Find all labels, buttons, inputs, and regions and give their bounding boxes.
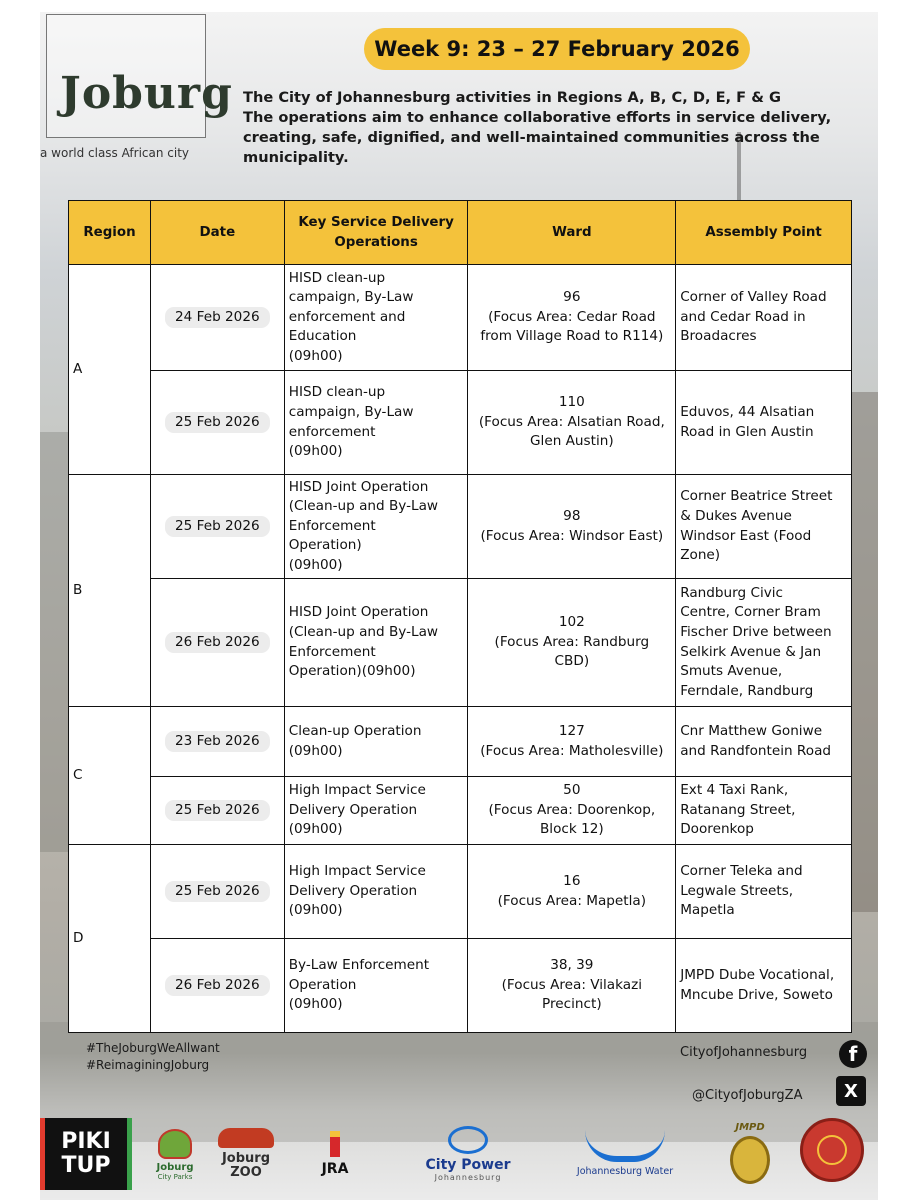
table-row: [69, 265, 852, 371]
assembly-cell: Cnr Matthew Goniwe and Randfontein Road: [676, 707, 852, 777]
pikitup-logo: [40, 1118, 132, 1190]
intro-line: The operations aim to enhance collaborative efforts in service delivery,: [243, 109, 832, 126]
ward-cell: 102 (Focus Area: Randburg CBD): [468, 579, 676, 707]
table-row: [69, 939, 852, 1033]
johannesburg-water-text: Johannesburg Water: [576, 1165, 674, 1177]
header-date: Date: [150, 201, 284, 265]
date-badge: 25 Feb 2026: [165, 881, 270, 903]
ward-cell: 96 (Focus Area: Cedar Road from Village Road to R114): [468, 265, 676, 371]
operation-cell: High Impact Service Delivery Operation (09h00): [284, 845, 468, 939]
assembly-cell: Corner Beatrice Street & Dukes Avenue Windsor East (Food Zone): [676, 475, 852, 579]
assembly-cell: JMPD Dube Vocational, Mncube Drive, Soweto: [676, 939, 852, 1033]
intro-line: creating, safe, dignified, and well-maintained communities across the: [243, 129, 820, 146]
city-parks-logo: [150, 1122, 200, 1188]
table-row: [69, 579, 852, 707]
date-badge: 25 Feb 2026: [165, 800, 270, 822]
x-handle[interactable]: @CityofJoburgZA: [692, 1088, 803, 1103]
hashtags: [86, 1040, 220, 1074]
date-cell: [150, 707, 284, 777]
week-banner: Week 9: 23 – 27 February 2026: [364, 28, 750, 70]
assembly-cell: Ext 4 Taxi Rank, Ratanang Street, Doorenkop: [676, 777, 852, 845]
logo-tagline: a world class African city: [40, 146, 190, 160]
assembly-cell: Eduvos, 44 Alsatian Road in Glen Austin: [676, 371, 852, 475]
region-cell: B: [69, 475, 151, 707]
operation-cell: HISD Joint Operation (Clean-up and By-Law Enforcement Operation)(09h00): [284, 579, 468, 707]
jra-logo: [306, 1124, 364, 1184]
zoo-animal-icon: [218, 1128, 274, 1148]
jmpd-text: JMPD: [735, 1122, 765, 1133]
date-badge: 25 Feb 2026: [165, 412, 270, 434]
x-icon[interactable]: X: [836, 1076, 866, 1106]
jmpd-badge-icon: [730, 1136, 770, 1184]
header-assembly-point: Assembly Point: [676, 201, 852, 265]
jra-mark-icon: [330, 1131, 340, 1157]
assembly-cell: Corner of Valley Road and Cedar Road in Broadacres: [676, 265, 852, 371]
table-row: [69, 475, 852, 579]
ward-cell: 110 (Focus Area: Alsatian Road, Glen Austin): [468, 371, 676, 475]
joburg-zoo-logo: [214, 1120, 278, 1188]
johannesburg-water-logo: [570, 1122, 680, 1184]
date-badge: 24 Feb 2026: [165, 307, 270, 329]
table-row: [69, 777, 852, 845]
parks-logo-line: Joburg: [156, 1162, 194, 1173]
date-cell: [150, 265, 284, 371]
date-cell: [150, 777, 284, 845]
date-badge: 26 Feb 2026: [165, 632, 270, 654]
operation-cell: By-Law Enforcement Operation (09h00): [284, 939, 468, 1033]
pikitup-logo-line: PIKI: [61, 1129, 111, 1154]
table-row: [69, 707, 852, 777]
water-wave-icon: [585, 1130, 665, 1162]
crest-inner-ring: [817, 1135, 847, 1165]
pikitup-logo-line: TUP: [61, 1153, 111, 1178]
ward-cell: 98 (Focus Area: Windsor East): [468, 475, 676, 579]
facebook-icon[interactable]: f: [839, 1040, 867, 1068]
city-backdrop-right: [850, 392, 878, 912]
date-cell: [150, 579, 284, 707]
zoo-logo-line: ZOO: [230, 1165, 262, 1180]
jra-logo-text: JRA: [321, 1161, 349, 1177]
region-cell: D: [69, 845, 151, 1033]
city-power-logo: [408, 1120, 528, 1188]
header-region: Region: [69, 201, 151, 265]
city-power-icon: [448, 1126, 488, 1154]
region-cell: A: [69, 265, 151, 475]
ward-cell: 50 (Focus Area: Doorenkop, Block 12): [468, 777, 676, 845]
parks-logo-line: City Parks: [157, 1173, 193, 1181]
operations-table: [68, 200, 852, 1033]
facebook-handle[interactable]: CityofJohannesburg: [680, 1045, 808, 1060]
operation-cell: HISD clean-up campaign, By-Law enforcement (09h00): [284, 371, 468, 475]
city-backdrop-left: [40, 432, 70, 852]
intro-line: The City of Johannesburg activities in Regions A, B, C, D, E, F & G: [243, 89, 781, 106]
jmpd-logo: [722, 1116, 778, 1190]
parks-leaf-icon: [158, 1129, 192, 1159]
table-header-row: [69, 201, 852, 265]
region-cell: C: [69, 707, 151, 845]
date-badge: 23 Feb 2026: [165, 731, 270, 753]
operation-cell: High Impact Service Delivery Operation (09h00): [284, 777, 468, 845]
intro-text: [243, 88, 843, 168]
zoo-logo-line: Joburg: [221, 1151, 271, 1166]
table-row: [69, 371, 852, 475]
date-badge: 25 Feb 2026: [165, 516, 270, 538]
operation-cell: HISD clean-up campaign, By-Law enforcement and Education (09h00): [284, 265, 468, 371]
date-cell: [150, 939, 284, 1033]
operation-cell: HISD Joint Operation (Clean-up and By-Law Enforcement Operation) (09h00): [284, 475, 468, 579]
date-badge: 26 Feb 2026: [165, 975, 270, 997]
assembly-cell: Randburg Civic Centre, Corner Bram Fischer Drive between Selkirk Avenue & Jan Smuts Avenue, Ferndale, Randburg: [676, 579, 852, 707]
date-cell: [150, 371, 284, 475]
hashtag[interactable]: #ReimaginingJoburg: [86, 1058, 210, 1072]
joburg-logo: Joburg: [60, 68, 233, 119]
city-power-text: City Power: [425, 1157, 511, 1173]
ward-cell: 127 (Focus Area: Matholesville): [468, 707, 676, 777]
ward-cell: 16 (Focus Area: Mapetla): [468, 845, 676, 939]
emergency-services-crest-icon: [800, 1118, 864, 1182]
header-operations: Key Service Delivery Operations: [284, 201, 468, 265]
date-cell: [150, 845, 284, 939]
assembly-cell: Corner Teleka and Legwale Streets, Mapetla: [676, 845, 852, 939]
date-cell: [150, 475, 284, 579]
ward-cell: 38, 39 (Focus Area: Vilakazi Precinct): [468, 939, 676, 1033]
city-power-subtext: Johannesburg: [434, 1173, 502, 1182]
hashtag[interactable]: #TheJoburgWeAllwant: [86, 1041, 220, 1055]
operation-cell: Clean-up Operation (09h00): [284, 707, 468, 777]
table-row: [69, 845, 852, 939]
header-ward: Ward: [468, 201, 676, 265]
intro-line: municipality.: [243, 149, 349, 166]
